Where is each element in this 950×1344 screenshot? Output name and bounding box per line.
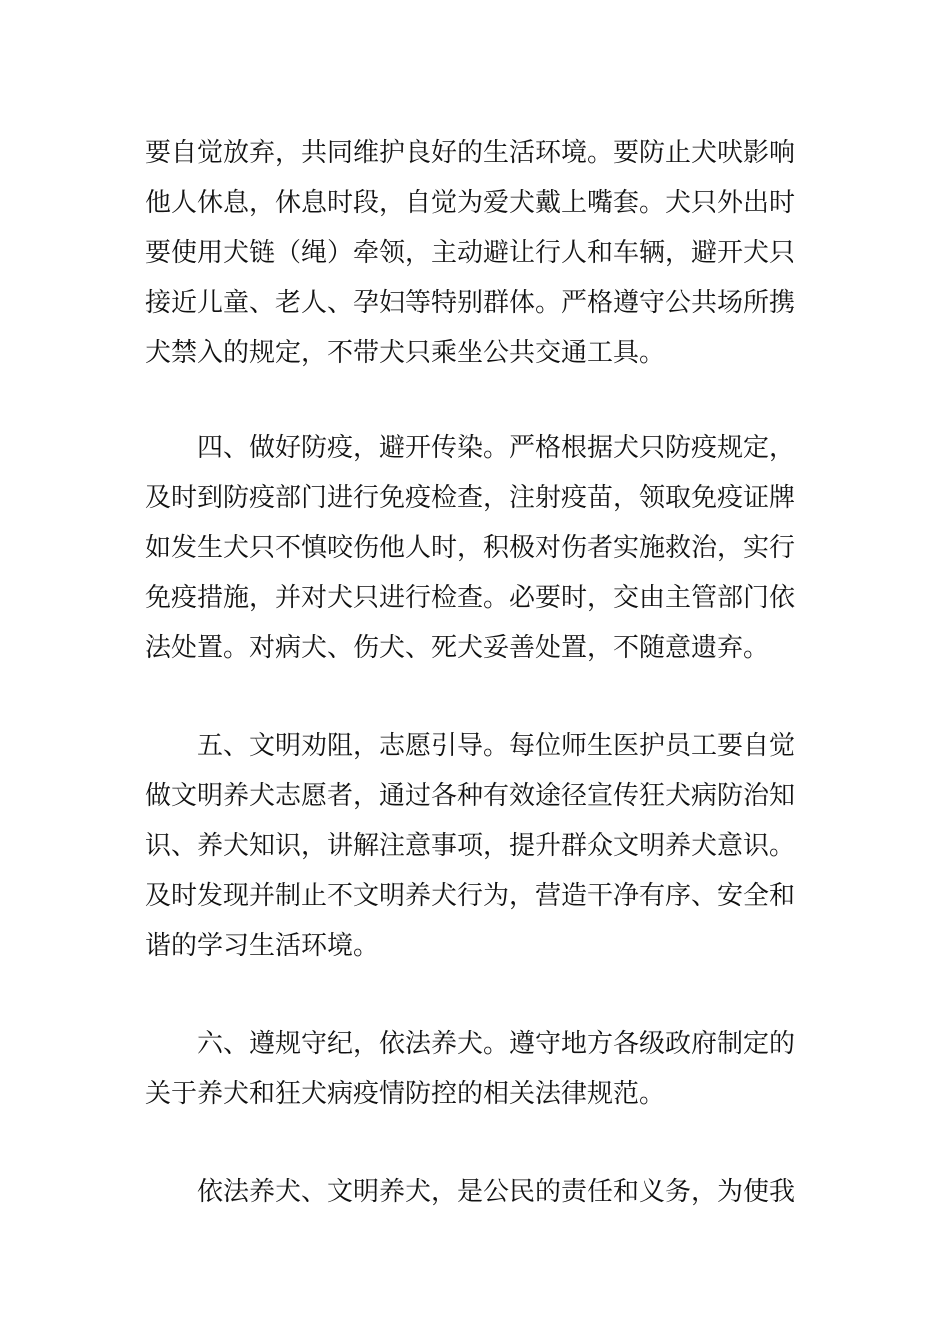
text-line: 如发生犬只不慎咬伤他人时，积极对伤者实施救治，实行 [145,533,796,563]
text-line: 他人休息，休息时段，自觉为爱犬戴上嘴套。犬只外出时 [145,188,796,218]
text-line: 免疫措施，并对犬只进行检查。必要时，交由主管部门依 [145,583,796,613]
text-line: 法处置。对病犬、伤犬、死犬妥善处置，不随意遗弃。 [145,633,770,663]
text-line: 依法养犬、文明养犬，是公民的责任和义务，为使我 [197,1177,796,1207]
paragraph-section-five [145,721,805,971]
text-line: 要使用犬链（绳）牵领，主动避让行人和车辆，避开犬只 [145,238,796,268]
text-line: 要自觉放弃，共同维护良好的生活环境。要防止犬吠影响 [145,138,796,168]
paragraph-section-four [145,423,805,673]
text-line: 做文明养犬志愿者，通过各种有效途径宣传狂犬病防治知 [145,781,796,811]
text-line: 四、做好防疫，避开传染。严格根据犬只防疫规定， [197,433,796,463]
text-line: 及时发现并制止不文明养犬行为，营造干净有序、安全和 [145,881,796,911]
text-line: 犬禁入的规定，不带犬只乘坐公共交通工具。 [145,338,666,368]
paragraph-continued [145,128,805,378]
text-line: 关于养犬和狂犬病疫情防控的相关法律规范。 [145,1079,666,1109]
text-line: 五、文明劝阻，志愿引导。每位师生医护员工要自觉 [197,731,796,761]
text-line: 接近儿童、老人、孕妇等特别群体。严格遵守公共场所携 [145,288,796,318]
paragraph-section-six [145,1019,805,1119]
text-line: 六、遵规守纪，依法养犬。遵守地方各级政府制定的 [197,1029,796,1059]
paragraph-closing [145,1167,805,1217]
text-line: 识、养犬知识，讲解注意事项，提升群众文明养犬意识。 [145,831,796,861]
text-line: 及时到防疫部门进行免疫检查，注射疫苗，领取免疫证牌 [145,483,796,513]
text-line: 谐的学习生活环境。 [145,931,380,961]
